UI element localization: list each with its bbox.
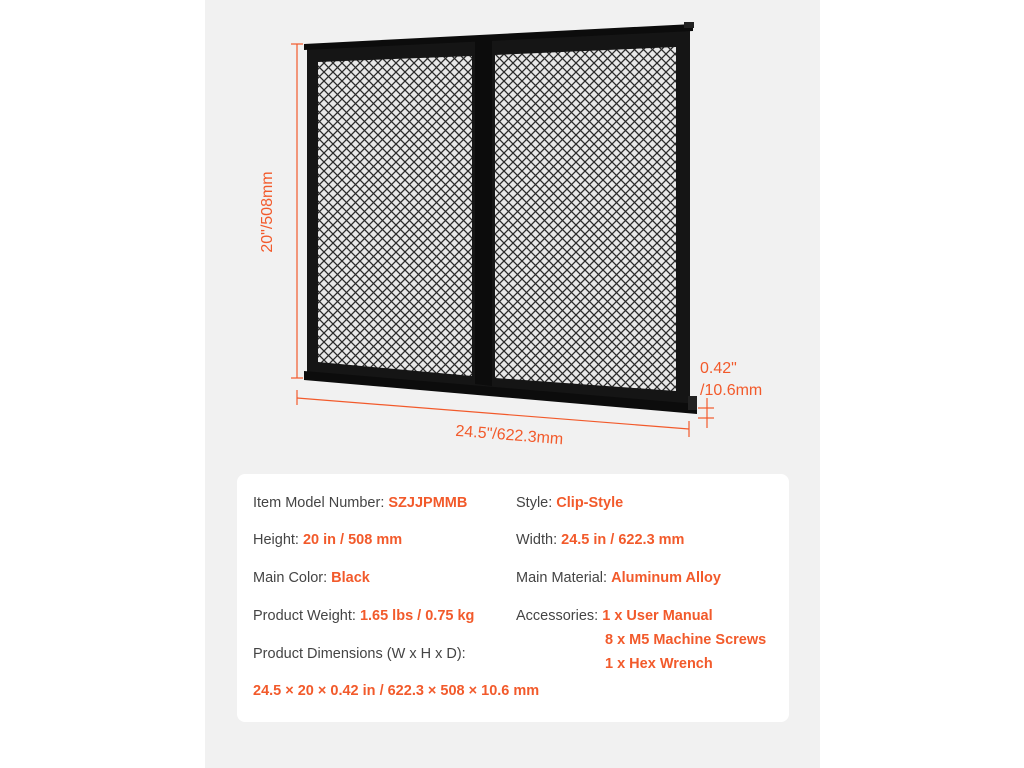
spec-dimensions-value: 24.5 × 20 × 0.42 in / 622.3 × 508 × 10.6 mm bbox=[253, 683, 540, 699]
spec-accessory-item: 8 x M5 Machine Screws bbox=[605, 632, 767, 648]
fireplace-screen bbox=[304, 22, 697, 414]
height-label: 20"/508mm bbox=[259, 171, 276, 253]
spec-width: Width: 24.5 in / 622.3 mm bbox=[516, 532, 685, 548]
right-mesh-panel bbox=[495, 47, 676, 391]
spec-accessory-item: 1 x Hex Wrench bbox=[605, 656, 713, 672]
spec-weight: Product Weight: 1.65 lbs / 0.75 kg bbox=[253, 608, 475, 624]
spec-dimensions-label: Product Dimensions (W x H x D): bbox=[253, 646, 466, 662]
spec-color: Main Color: Black bbox=[253, 570, 370, 586]
depth-label-mm: /10.6mm bbox=[700, 382, 763, 399]
depth-dimension bbox=[698, 398, 714, 428]
spec-accessories: Accessories: 1 x User Manual bbox=[516, 608, 713, 624]
spec-material: Main Material: Aluminum Alloy bbox=[516, 570, 721, 586]
spec-style: Style: Clip-Style bbox=[516, 495, 624, 511]
specs-card bbox=[237, 474, 789, 722]
spec-model: Item Model Number: SZJJPMMB bbox=[253, 495, 468, 511]
height-dimension bbox=[291, 44, 303, 378]
width-label: 24.5"/622.3mm bbox=[454, 422, 564, 449]
spec-height: Height: 20 in / 508 mm bbox=[253, 532, 403, 548]
depth-label-in: 0.42" bbox=[700, 360, 737, 377]
left-mesh-panel bbox=[318, 56, 472, 376]
